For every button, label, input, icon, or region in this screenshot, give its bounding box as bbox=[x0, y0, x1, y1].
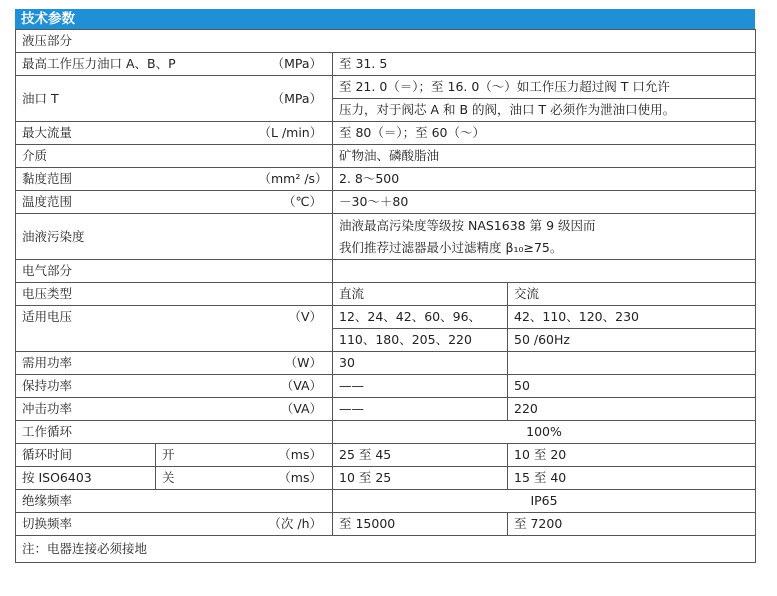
note: 注：电器连接必须接地 bbox=[16, 536, 756, 563]
cycle-time-on-unit: （ms） bbox=[253, 444, 333, 467]
inrush-power-label: 冲击功率 bbox=[16, 398, 253, 421]
inrush-power-dc: —— bbox=[333, 398, 508, 421]
row-medium bbox=[16, 145, 756, 168]
max-flow-label: 最大流量 bbox=[16, 122, 253, 145]
voltage-ac-1: 42、110、120、230 bbox=[508, 306, 756, 329]
row-required-power bbox=[16, 352, 756, 375]
row-electrical-section bbox=[16, 260, 756, 283]
cycle-time-on-dc: 25 至 45 bbox=[333, 444, 508, 467]
row-note bbox=[16, 536, 756, 563]
row-temperature bbox=[16, 191, 756, 214]
contamination-label: 油液污染度 bbox=[16, 214, 333, 260]
voltage-label: 适用电压 bbox=[16, 306, 253, 352]
required-power-dc: 30 bbox=[333, 352, 508, 375]
cycle-time-off-label: 关 bbox=[156, 467, 253, 490]
switching-unit: （次 /h） bbox=[253, 513, 333, 536]
electrical-section-label: 电气部分 bbox=[16, 260, 333, 283]
voltage-dc-1: 12、24、42、60、96、 bbox=[333, 306, 508, 329]
row-cycle-time-off bbox=[16, 467, 756, 490]
cycle-time-off-dc: 10 至 25 bbox=[333, 467, 508, 490]
row-hydraulic-section bbox=[16, 30, 756, 53]
voltage-type-ac: 交流 bbox=[508, 283, 756, 306]
hydraulic-section-label: 液压部分 bbox=[16, 30, 756, 53]
holding-power-ac: 50 bbox=[508, 375, 756, 398]
electrical-section-blank bbox=[333, 260, 756, 283]
row-holding-power bbox=[16, 375, 756, 398]
required-power-unit: （W） bbox=[253, 352, 333, 375]
row-switching bbox=[16, 513, 756, 536]
row-max-pressure bbox=[16, 53, 756, 76]
cycle-time-on-ac: 10 至 20 bbox=[508, 444, 756, 467]
max-flow-unit: （L /min） bbox=[253, 122, 333, 145]
medium-value: 矿物油、磷酸脂油 bbox=[333, 145, 756, 168]
cycle-time-off-unit: （ms） bbox=[253, 467, 333, 490]
switching-ac: 至 7200 bbox=[508, 513, 756, 536]
row-port-t bbox=[16, 76, 756, 122]
row-insulation bbox=[16, 490, 756, 513]
spec-sheet bbox=[15, 9, 755, 563]
row-cycle-time-on bbox=[16, 444, 756, 467]
temperature-label: 温度范围 bbox=[16, 191, 253, 214]
port-t-line-1: 至 21. 0（＝）；至 16. 0（～）如工作压力超过阀 T 口允许 bbox=[339, 79, 670, 94]
spec-table bbox=[15, 29, 756, 563]
max-pressure-value: 至 31. 5 bbox=[333, 53, 756, 76]
max-flow-value: 至 80（＝）；至 60（～） bbox=[333, 122, 756, 145]
inrush-power-ac: 220 bbox=[508, 398, 756, 421]
cycle-time-on-label: 开 bbox=[156, 444, 253, 467]
viscosity-value: 2. 8～500 bbox=[333, 168, 756, 191]
sheet-title: 技术参数 bbox=[15, 9, 755, 29]
switching-dc: 至 15000 bbox=[333, 513, 508, 536]
cycle-time-label: 循环时间 bbox=[16, 444, 156, 467]
row-viscosity bbox=[16, 168, 756, 191]
voltage-type-label: 电压类型 bbox=[16, 283, 333, 306]
switching-label: 切换频率 bbox=[16, 513, 253, 536]
row-voltage-type bbox=[16, 283, 756, 306]
max-pressure-unit: （MPa） bbox=[253, 53, 333, 76]
temperature-unit: （℃） bbox=[253, 191, 333, 214]
port-t-unit: （MPa） bbox=[253, 76, 333, 122]
inrush-power-unit: （VA） bbox=[253, 398, 333, 421]
duty-cycle-label: 工作循环 bbox=[16, 421, 333, 444]
holding-power-dc: —— bbox=[333, 375, 508, 398]
holding-power-label: 保持功率 bbox=[16, 375, 253, 398]
medium-label: 介质 bbox=[16, 145, 333, 168]
voltage-type-dc: 直流 bbox=[333, 283, 508, 306]
row-max-flow bbox=[16, 122, 756, 145]
duty-cycle-value: 100% bbox=[333, 421, 756, 444]
voltage-ac-2: 50 /60Hz bbox=[508, 329, 756, 352]
row-duty-cycle bbox=[16, 421, 756, 444]
contamination-line-2: 我们推荐过滤器最小过滤精度 β₁₀≥75。 bbox=[339, 239, 563, 255]
voltage-dc-2: 110、180、205、220 bbox=[333, 329, 508, 352]
required-power-ac bbox=[508, 352, 756, 375]
max-pressure-label: 最高工作压力油口 A、B、P bbox=[16, 53, 253, 76]
port-t-label: 油口 T bbox=[16, 76, 253, 122]
temperature-value: －30～＋80 bbox=[333, 191, 756, 214]
cycle-time-standard: 按 ISO6403 bbox=[16, 467, 156, 490]
contamination-value bbox=[333, 214, 756, 260]
required-power-label: 需用功率 bbox=[16, 352, 253, 375]
viscosity-label: 黏度范围 bbox=[16, 168, 253, 191]
row-inrush-power bbox=[16, 398, 756, 421]
insulation-label: 绝缘频率 bbox=[16, 490, 333, 513]
row-contamination bbox=[16, 214, 756, 260]
holding-power-unit: （VA） bbox=[253, 375, 333, 398]
voltage-unit: （V） bbox=[253, 306, 333, 352]
row-voltage-1 bbox=[16, 306, 756, 329]
cycle-time-off-ac: 15 至 40 bbox=[508, 467, 756, 490]
viscosity-unit: （mm² /s） bbox=[253, 168, 333, 191]
port-t-value bbox=[333, 76, 756, 122]
contamination-line-1: 油液最高污染度等级按 NAS1638 第 9 级因而 bbox=[339, 217, 596, 233]
port-t-line-2: 压力，对于阀芯 A 和 B 的阀，油口 T 必须作为泄油口使用。 bbox=[333, 98, 755, 121]
insulation-value: IP65 bbox=[333, 490, 756, 513]
